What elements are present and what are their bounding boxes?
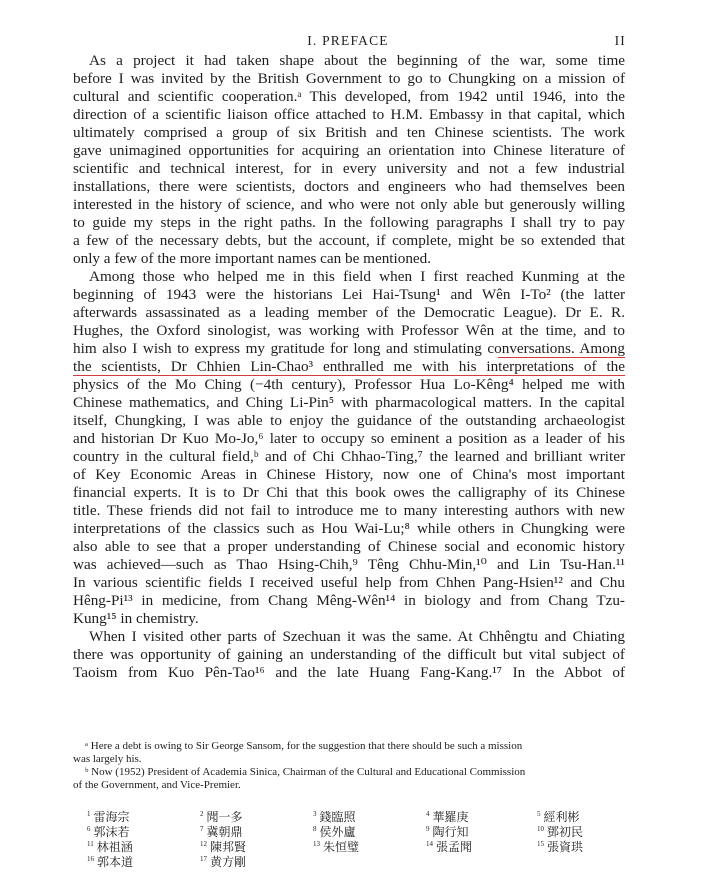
text-line: In various scientific fields I received useful help from Chhen Pang-Hsien¹² and Chu: [73, 574, 625, 591]
text-line: scientific and technical interest, for in every university and not a few industrial: [73, 160, 625, 177]
text-line: ultimately comprised a group of six British and ten Chinese scientists. The work: [73, 124, 625, 141]
chinese-name-entry: $^{11}$ 林祖涵: [87, 840, 133, 854]
chinese-name-entry: $^{12}$ 陳邦賢: [200, 840, 247, 854]
text-line: installations, there were scientists, doctors and engineers who had themselves been: [73, 178, 625, 195]
text-line: Among those who helped me in this field when I first reached Kunming at the: [89, 268, 625, 285]
text-line: of Key Economic Areas in Chinese History, now one of China's most important: [73, 466, 625, 483]
page-number: II: [614, 33, 626, 48]
text-line: interpretations of the classics such as Hou Wai-Lu;⁸ while others in Chungking were: [73, 520, 625, 537]
text-line: and historian Dr Kuo Mo-Jo,⁶ later to occupy so eminent a position as a leader of his: [73, 430, 625, 447]
text-line: title. These friends did not fail to introduce me to many interesting authors with new: [73, 502, 625, 519]
running-header: [70, 33, 626, 51]
text-line: before I was invited by the British Government to go to Chungking on a mission of: [73, 70, 625, 87]
text-line: direction of a scientific liaison office attached to H.M. Embassy in that capital, which: [73, 106, 625, 123]
chinese-name-entry: $^3$ 錢臨照: [313, 810, 356, 824]
text-line: country in the cultural field,ᵇ and of Chi Chhao-Ting,⁷ the learned and brilliant writer: [73, 448, 625, 465]
text-line: there was opportunity of gaining an understanding of the difficult but vital subject of: [73, 646, 625, 663]
chinese-name-entry: $^9$ 陶行知: [426, 825, 469, 839]
chinese-name-entry: $^{17}$ 黄方剛: [200, 855, 247, 869]
text-line: the scientists, Dr Chhien Lin-Chao³ enthralled me with his interpretations of the: [73, 358, 625, 375]
chinese-name-entry: $^5$ 經利彬: [537, 810, 580, 824]
text-line: Hêng-Pi¹³ in medicine, from Chang Mêng-Wên¹⁴ in biology and from Chang Tzu-: [73, 592, 625, 609]
text-line: physics of the Mo Ching (−4th century), Professor Hua Lo-Kêng⁴ helped me with: [73, 376, 625, 393]
footnote-line: was largely his.: [73, 753, 142, 765]
text-line: him also I wish to express my gratitude for long and stimulating conversations. Among: [73, 340, 625, 357]
chinese-name-entry: $^8$ 侯外廬: [313, 825, 356, 839]
chinese-name-entry: $^6$ 郭沫若: [87, 825, 130, 839]
chinese-name-entry: $^7$ 冀朝鼎: [200, 825, 243, 839]
text-line: Kung¹⁵ in chemistry.: [73, 610, 199, 627]
text-line: Chinese mathematics, and Ching Li-Pin⁵ with pharmacological matters. In the capital: [73, 394, 625, 411]
text-line: a few of the necessary debts, but the account, if complete, might be so extended that: [73, 232, 625, 249]
text-line: interested in the history of science, and who were not only able but generously willing: [73, 196, 625, 213]
text-line: beginning of 1943 were the historians Lei Hai-Tsung¹ and Wên I-To² (the latter: [73, 286, 625, 303]
text-line: itself, Chungking, I was able to enjoy the guidance of the outstanding archaeologist: [73, 412, 625, 429]
text-line: cultural and scientific cooperation.ᵃ This developed, from 1942 until 1946, into the: [73, 88, 625, 105]
text-line: As a project it had taken shape about the beginning of the war, some time: [89, 52, 625, 69]
footnote-line: of the Government, and Vice-Premier.: [73, 779, 241, 791]
text-line: was achieved—such as Thao Hsing-Chih,⁹ Têng Chhu-Min,¹⁰ and Lin Tsu-Han.¹¹: [73, 556, 625, 573]
chinese-name-entry: $^{14}$ 張孟聞: [426, 840, 473, 854]
chinese-name-entry: $^1$ 雷海宗: [87, 810, 130, 824]
chapter-title: I. PREFACE: [307, 33, 389, 48]
footnote-line: ᵃ Here a debt is owing to Sir George Sansom, for the suggestion that there should be such a mission: [85, 740, 523, 752]
chinese-name-entry: $^4$ 華羅庚: [426, 810, 469, 824]
text-line: only a few of the more important names can be mentioned.: [73, 250, 432, 267]
chinese-name-entry: $^{10}$ 鄧初民: [537, 825, 584, 839]
text-line: When I visited other parts of Szechuan it was the same. At Chhêngtu and Chiating: [89, 628, 625, 645]
footnote-line: ᵇ Now (1952) President of Academia Sinica, Chairman of the Cultural and Educational Commission: [85, 766, 526, 778]
text-line: Taoism from Kuo Pên-Tao¹⁶ and the late Huang Fang-Kang.¹⁷ In the Abbot of: [73, 664, 625, 681]
text-line: Hughes, the Oxford sinologist, was working with Professor Wên at the time, and to: [73, 322, 625, 339]
text-line: financial experts. It is to Dr Chi that this book owes the calligraphy of its Chinese: [73, 484, 625, 501]
chinese-name-entry: $^{13}$ 朱恒璧: [313, 840, 360, 854]
text-line: gave unimagined opportunities for acquiring an orientation into Chinese literature of: [73, 142, 625, 159]
chinese-name-entry: $^2$ 聞一多: [200, 810, 243, 824]
text-line: to guide my steps in the right paths. In the following paragraphs I shall try to pay: [73, 214, 625, 231]
chinese-name-entry: $^{16}$ 郭本道: [87, 855, 134, 869]
chinese-name-entry: $^{15}$ 張資珙: [537, 840, 584, 854]
text-line: afterwards assassinated as a leading member of the Democratic League). Dr E. R.: [73, 304, 625, 321]
text-line: also able to see that a proper understanding of Chinese social and economic history: [73, 538, 625, 555]
